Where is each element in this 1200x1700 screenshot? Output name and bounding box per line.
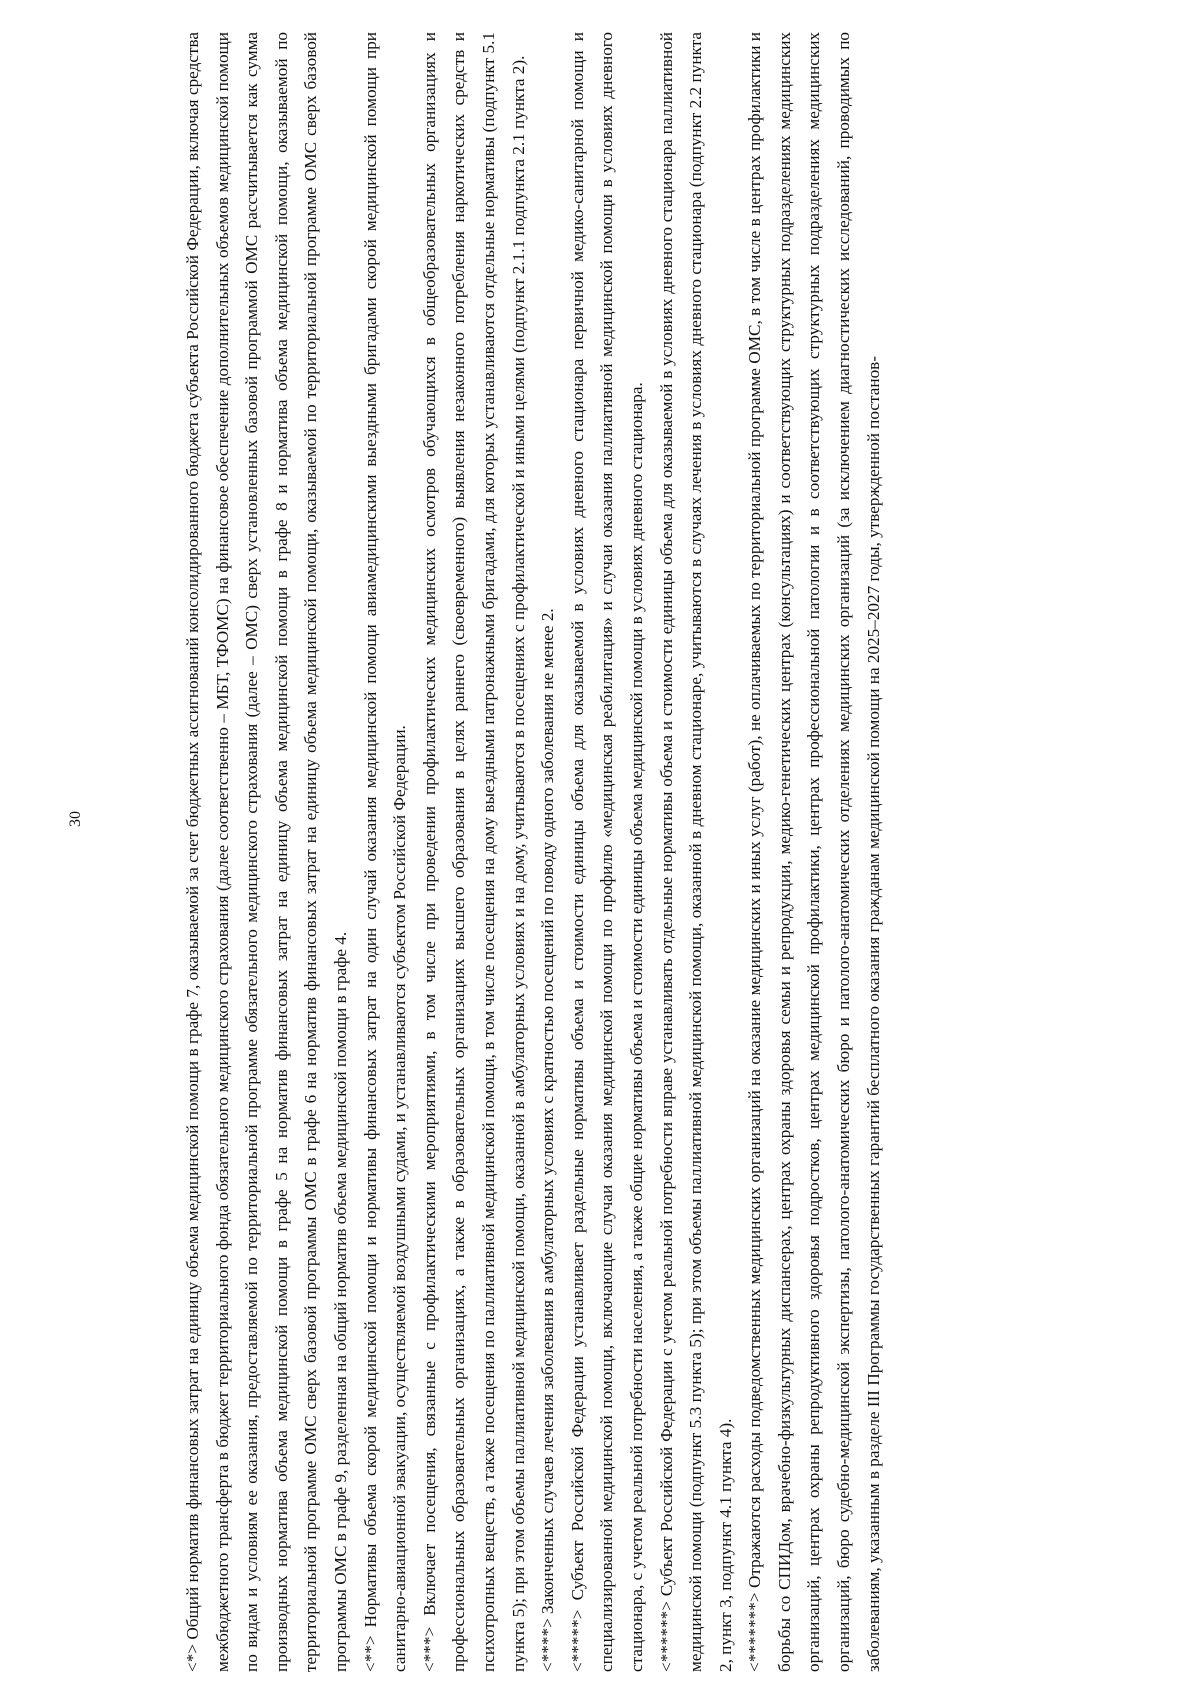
footnote-1 (178, 32, 356, 1672)
footnote-marker: <**> (360, 1635, 380, 1672)
footnote-text: Субъект Российской Федерации устанавливает раздельные нормативы объема и стоимости единицы объема для оказываемой в условиях дневного стационара первичной медико-санитарной помощи и специализированной медицинской помощи, включающие случаи оказания медицинской помощи по профилю «медицинская реабилитация» и случаи оказания паллиативной медицинской помощи в условиях дневного стационара, с учетом реальной потребности населения, а также общие нормативы объема и стоимости единицы объема медицинской помощи в условиях дневного стационара. (567, 32, 646, 1672)
footnotes-block (178, 32, 1118, 1672)
page-number: 30 (67, 811, 84, 827)
footnote-marker: <*******> (745, 1592, 765, 1672)
footnote-text: Общий норматив финансовых затрат на единицу объема медицинской помощи в графе 7, оказываемой за счет бюджетных ассигнований консолидированного бюджета субъекта Российской Федерации, включая средства межбюджетного трансферта в бюджет территориального фонда обязательного медицинского страхования (далее соответственно – МБТ, ТФОМС) на финансовое обеспечение дополнительных объемов медицинской помощи по видам и условиям ее оказания, предоставляемой по территориальной программе обязательного медицинского страхования (далее – ОМС) сверх установленных базовой программой ОМС рассчитывается как сумма производных норматива объема медицинской помощи в графе 5 на норматив финансовых затрат на единицу объема медицинской помощи в графе 8 и норматива объема медицинской помощи, оказываемой по территориальной программе ОМС сверх базовой программы ОМС в графе 6 на норматив финансовых затрат на единицу объема медицинской помощи, оказываемой по территориальной программе ОМС сверх базовой программы ОМС в графе 9, разделенная на общий норматив объема медицинской помощи в графе 4. (183, 32, 350, 1672)
footnote-marker: <******> (656, 1601, 676, 1672)
footnote-3 (415, 32, 533, 1672)
footnote-text: Нормативы объема скорой медицинской помощи и нормативы финансовых затрат на один случай оказания медицинской помощи авиамедицинскими выездными бригадами скорой медицинской помощи при санитарно-авиационной эвакуации, осуществляемой воздушными судами, и устанавливаются субъектом Российской Федерации. (360, 32, 410, 1672)
footnote-marker: <*****> (567, 1609, 587, 1672)
footnote-text: Отражаются расходы подведомственных медицинских организаций на оказание медицинских и иных услуг (работ), не оплачиваемых по территориальной программе ОМС, в том числе в центрах профилактики и борьбы со СПИДом, врачебно-физкультурных диспансерах, центрах охраны здоровья семьи и репродукции, медико-генетических центрах (консультациях) и соответствующих структурных подразделениях медицинских организаций, центрах охраны репродуктивного здоровья подростков, центрах медицинской профилактики, центрах профессиональной патологии и в соответствующих структурных подразделениях медицинских организаций, бюро судебно-медицинской экспертизы, патолого-анатомических бюро и патолого-анатомических отделениях медицинских организаций (за исключением диагностических исследований, проводимых по заболеваниям, указанным в разделе III Программы государственных гарантий бесплатного оказания гражданам медицинской помощи на 2025–2027 годы, утвержденной постанов- (745, 32, 883, 1672)
rotated-page-content (178, 32, 1118, 1672)
footnote-text: Включает посещения, связанные с профилактическими мероприятиями, в том числе при проведении профилактических медицинских осмотров обучающихся в общеобразовательных организациях и профессиональных образовательных организациях, а также в образовательных организациях высшего образования в целях раннего (своевременного) выявления незаконного потребления наркотических средств и психотропных веществ, а также посещения по паллиативной медицинской помощи, в том числе посещения на дому выездными патронажными бригадами, для которых устанавливаются отдельные нормативы (подпункт 5.1 пункта 5); при этом объемы паллиативной медицинской помощи, оказанной в амбулаторных условиях и на дому, учитываются в посещениях с профилактической и иными целями (подпункт 2.1.1 подпункта 2.1 пункта 2). (419, 32, 528, 1672)
footnote-text: Законченных случаев лечения заболевания в амбулаторных условиях с кратностью посещений по поводу одного заболевания не менее 2. (538, 608, 558, 1614)
footnote-marker: <*> (183, 1644, 202, 1672)
footnote-text: Субъект Российской Федерации с учетом реальной потребности вправе устанавливать отдельные нормативы объема и стоимости единицы объема для оказываемой в условиях дневного стационара паллиативной медицинской помощи (подпункт 5.3 пункта 5); при этом объемы паллиативной медицинской помощи, оказанной в дневном стационаре, учитываются в случаях лечения в условиях дневного стационара (подпункт 2.2 пункта 2, пункт 3, подпункт 4.1 пункта 4). (656, 32, 735, 1672)
footnote-marker: <***> (419, 1626, 439, 1672)
footnote-2 (356, 32, 415, 1672)
footnote-6 (652, 32, 741, 1672)
footnote-marker: <****> (538, 1618, 558, 1672)
footnote-4 (533, 32, 563, 1672)
footnote-7 (740, 32, 888, 1672)
footnote-5 (563, 32, 652, 1672)
